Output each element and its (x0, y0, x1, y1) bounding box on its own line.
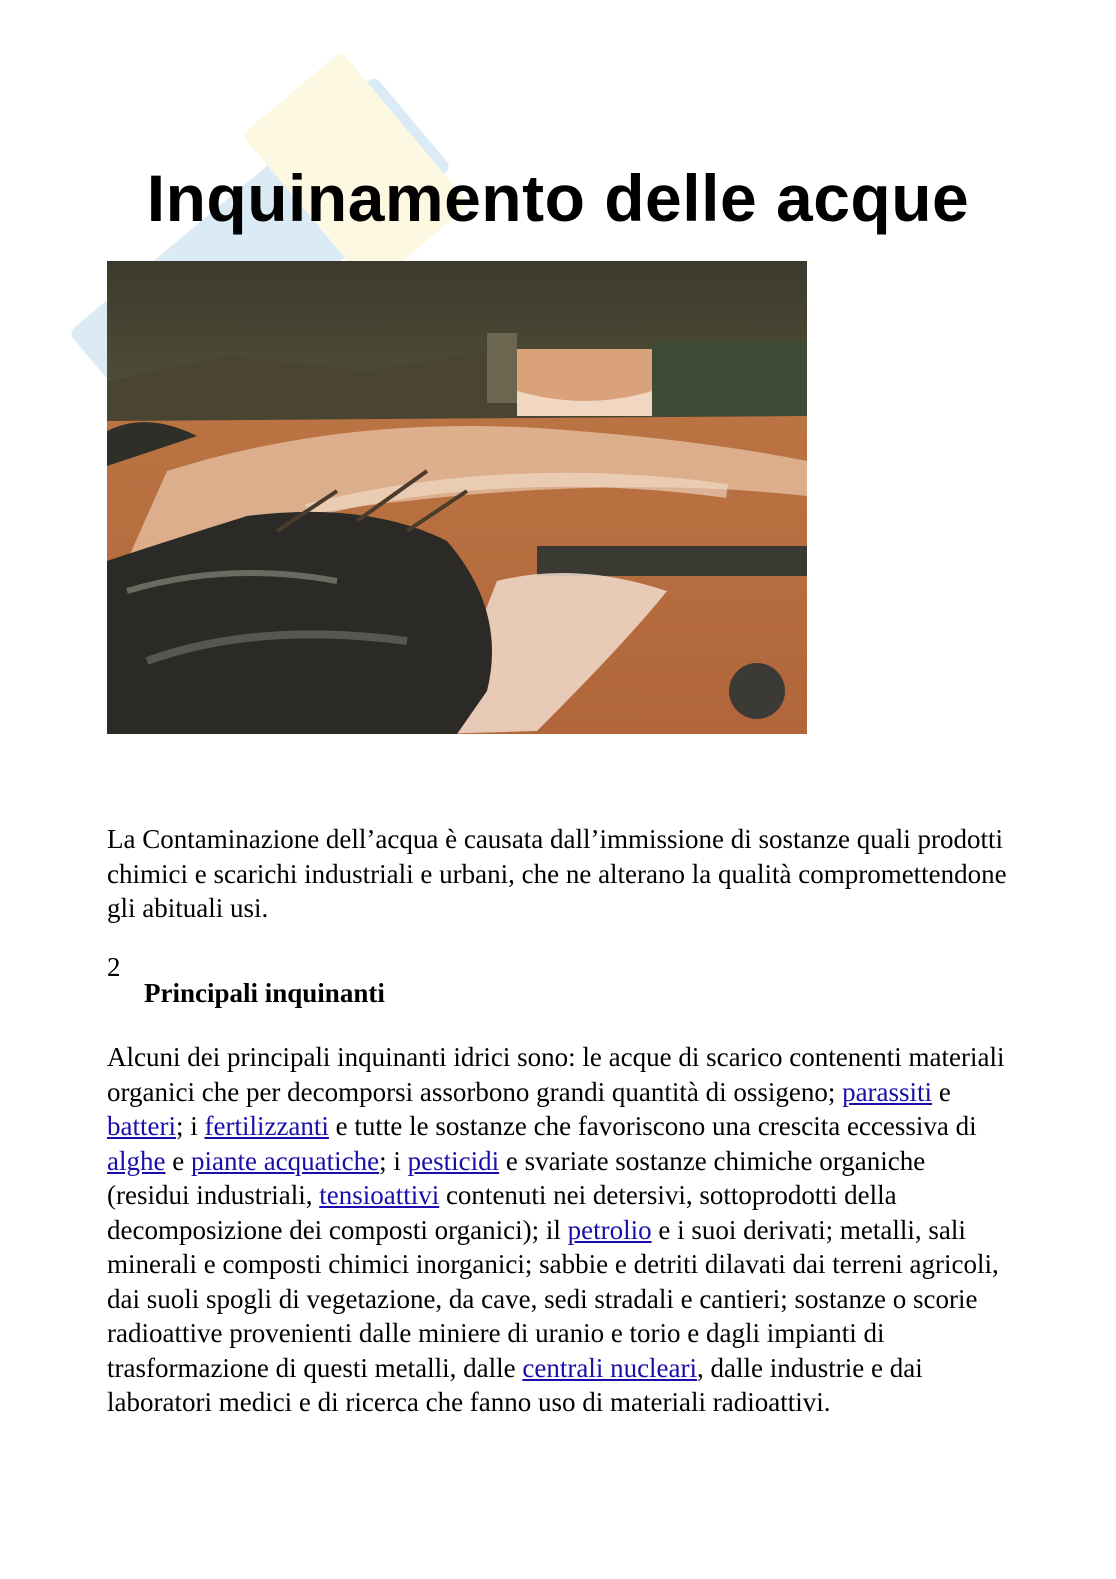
paragraph-text: ; i (379, 1145, 408, 1176)
link-petrolio[interactable]: petrolio (567, 1214, 652, 1245)
paragraph-text: , dalle industrie e dai laboratori medici e di ricerca che fanno uso di materiali radioattivi. (107, 1352, 923, 1417)
polluted-river-photo (107, 261, 807, 734)
link-centrali-nucleari[interactable]: centrali nucleari (522, 1352, 698, 1383)
paragraph-text: e (165, 1145, 191, 1176)
link-tensioattivi[interactable]: tensioattivi (319, 1180, 440, 1210)
link-fertilizzanti[interactable]: fertilizzanti (204, 1111, 329, 1141)
paragraph-text: e i suoi derivati; metalli, sali minerali e composti chimici inorganici; sabbie e detriti dilavati dai terreni agricoli, dai suoli spogli di vegetazione, da cave, sedi stradali e cantieri; sostanze o scorie radioattive provenienti dalle miniere di uranio e torio e dagli impianti di trasformazione di questi metalli, dalle (107, 1214, 999, 1383)
section-number: 2 (107, 952, 121, 982)
pollutants-paragraph (107, 1040, 1007, 1420)
link-parassiti[interactable]: parassiti (842, 1076, 933, 1107)
link-alghe[interactable]: alghe (107, 1145, 166, 1176)
paragraph-text: e svariate sostanze chimiche organiche (residui industriali, (107, 1145, 926, 1210)
paragraph-text: e tutte le sostanze che favoriscono una crescita eccessiva di (328, 1111, 977, 1141)
paragraph-text: Alcuni dei principali inquinanti idrici sono: le acque di scarico contenenti materiali organici che per decomporsi assorbono grandi quantità di ossigeno; (107, 1042, 1005, 1107)
section-heading: Principali inquinanti (144, 978, 385, 1008)
intro-paragraph: La Contaminazione dell’acqua è causata dall’immissione di sostanze quali prodotti chimici e scarichi industriali e urbani, che ne alterano la qualità compromettendone gli abituali usi. (107, 824, 1007, 923)
link-batteri[interactable]: batteri (107, 1111, 176, 1141)
paragraph-text: contenuti nei detersivi, sottoprodotti della decomposizione dei composti organici); il (107, 1180, 897, 1245)
paragraph-text: e (932, 1076, 951, 1107)
paragraph-text: ; i (175, 1111, 205, 1141)
page-title: Inquinamento delle acque (146, 161, 970, 235)
link-pesticidi[interactable]: pesticidi (407, 1145, 500, 1176)
link-piante-acquatiche[interactable]: piante acquatiche (190, 1145, 380, 1176)
